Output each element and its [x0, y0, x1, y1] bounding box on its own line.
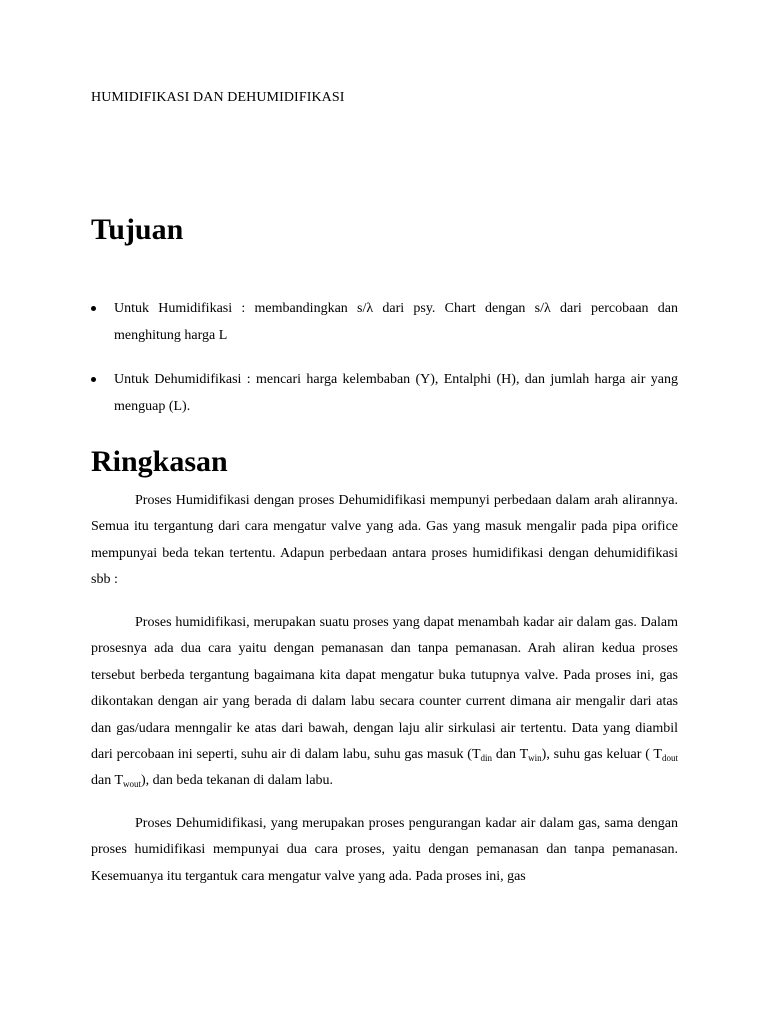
objective-text: Untuk Humidifikasi : membandingkan s/λ dari psy. Chart dengan s/λ dari percobaan dan menghitung harga L	[114, 301, 678, 343]
objective-item-dehumidifikasi	[91, 366, 678, 420]
objective-text: Untuk Dehumidifikasi : mencari harga kelembaban (Y), Entalphi (H), dan jumlah harga air yang menguap (L).	[114, 372, 678, 414]
bullet-dot-icon	[91, 377, 96, 382]
document-title: HUMIDIFIKASI DAN DEHUMIDIFIKASI	[91, 90, 345, 105]
summary-paragraph-3: Proses Dehumidifikasi, yang merupakan proses pengurangan kadar air dalam gas, sama dengan proses humidifikasi mempunyai dua cara proses, yaitu dengan pemanasan dan tanpa pemanasan. Kesemuanya itu tergantuk cara mengatur valve yang ada. Pada proses ini, gas	[91, 816, 678, 884]
subscript-win: win	[528, 753, 542, 764]
paragraph-text: ), suhu gas keluar ( T	[541, 747, 662, 763]
heading-tujuan: Tujuan	[91, 213, 184, 246]
subscript-dout: dout	[661, 753, 678, 764]
objective-list-2	[91, 366, 678, 420]
heading-ringkasan: Ringkasan	[91, 445, 228, 478]
summary-paragraph-2	[91, 610, 678, 795]
paragraph-text: dan T	[492, 747, 529, 763]
subscript-wout: wout	[123, 779, 142, 790]
paragraph-text: Proses humidifikasi, merupakan suatu proses yang dapat menambah kadar air dalam gas. Dalam prosesnya ada dua cara yaitu dengan pemanasan dan tanpa pemanasan. Arah aliran kedua proses tersebut berbeda tergantung bagaimana kita dapat mengatur buka tutupnya valve. Pada proses ini, gas dikontakan dengan air yang berada di dalam labu secara counter current dimana air mengalir dari atas dan gas/udara menngalir ke atas dari bawah, dengan laju alir sirkulasi air tertentu. Data yang diambil dari percobaan ini seperti, suhu air di dalam labu, suhu gas masuk (T	[91, 615, 678, 763]
objective-list-1	[91, 295, 678, 349]
paragraph-text: dan T	[91, 773, 124, 789]
objective-item-humidifikasi	[91, 295, 678, 349]
summary-paragraph-1: Proses Humidifikasi dengan proses Dehumidifikasi mempunyi perbedaan dalam arah alirannya. Semua itu tergantung dari cara mengatur valve yang ada. Gas yang masuk mengalir pada pipa orifice mempunyai beda tekan tertentu. Adapun perbedaan antara proses humidifikasi dengan dehumidifikasi sbb :	[91, 493, 678, 588]
bullet-dot-icon	[91, 306, 96, 311]
subscript-din: din	[480, 753, 493, 764]
paragraph-text: ), dan beda tekanan di dalam labu.	[141, 773, 334, 789]
